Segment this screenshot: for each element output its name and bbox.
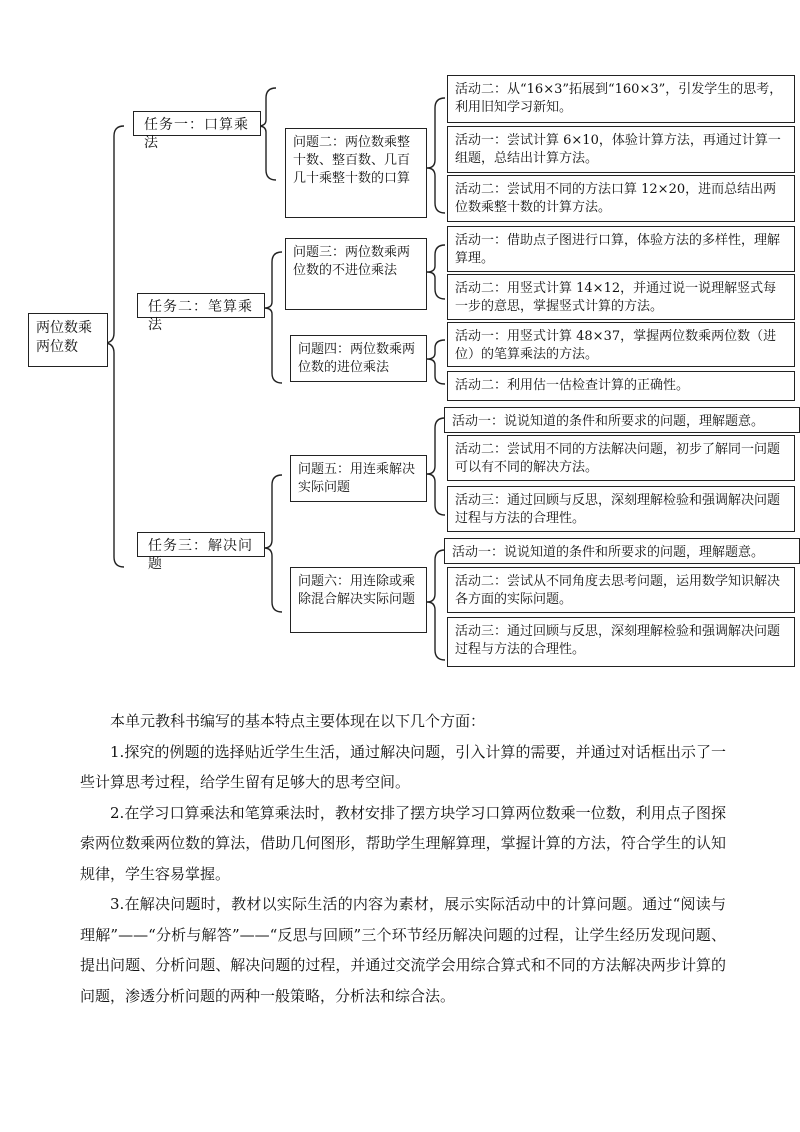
problem-4: 问题四：两位数乘两位数的进位乘法 [290,335,427,382]
bracket-task2 [264,252,282,383]
task-2: 任务二：笔算乘法 [137,293,265,318]
activity-p3-a2: 活动二：用竖式计算 14×12，并通过说一说理解竖式每一步的意思，掌握竖式计算的方法。 [447,274,795,320]
activity-p5-a1: 活动一：说说知道的条件和所要求的问题，理解题意。 [444,407,800,433]
activity-p4-a1: 活动一：用竖式计算 48×37，掌握两位数乘两位数（进位）的笔算乘法的方法。 [447,322,795,367]
paragraph-3: 3.在解决问题时，教材以实际生活的内容为素材，展示实际活动中的计算问题。通过“阅读与理解”——“分析与解答”——“反思与回顾”三个环节经历解决问题的过程，让学生经历发现问题、提出问题、分析问题、解决问题的过程，并通过交流学会用综合算式和不同的方法解决两步计算的问题，渗透分析问题的两种一般策略，分析法和综合法。 [80,895,726,1005]
activity-p6-a3: 活动三：通过回顾与反思，深刻理解检验和强调解决问题过程与方法的合理性。 [447,617,795,667]
task-3: 任务三：解决问题 [137,532,265,557]
activity-p3-a1: 活动一：借助点子图进行口算，体验方法的多样性，理解算理。 [447,226,795,272]
activity-p2-a1: 活动一：尝试计算 6×10，体验计算方法，再通过计算一组题，总结出计算方法。 [447,126,795,173]
problem-2: 问题二：两位数乘整十数、整百数、几百几十乘整十数的口算 [285,128,427,218]
root-node: 两位数乘两位数 [28,313,108,367]
problem-3: 问题三：两位数乘两位数的不进位乘法 [285,238,427,310]
bracket-problem5 [427,418,445,515]
activity-p5-a3: 活动三：通过回顾与反思，深刻理解检验和强调解决问题过程与方法的合理性。 [447,486,795,532]
bracket-problem6 [427,550,445,660]
paragraph-2: 2.在学习口算乘法和笔算乘法时，教材安排了摆方块学习口算两位数乘一位数，利用点子图探索两位数乘两位数的算法，借助几何图形，帮助学生理解算理，掌握计算的方法，符合学生的认知规律，学生容易掌握。 [80,803,726,883]
problem-6: 问题六：用连除或乘除混合解决实际问题 [290,567,427,633]
bracket-problem3 [427,245,445,299]
activity-p2-a2: 活动二：尝试用不同的方法口算 12×20，进而总结出两位数乘整十数的计算方法。 [447,175,795,222]
body-text [80,706,726,1011]
bracket-problem4 [427,340,445,384]
activity-p6-a2: 活动二：尝试从不同角度去思考问题，运用数学知识解决各方面的实际问题。 [447,567,795,613]
activity-p5-a2: 活动二：尝试用不同的方法解决问题，初步了解同一问题可以有不同的解决方法。 [447,435,795,481]
task-1: 任务一：口算乘法 [133,111,261,136]
intro-paragraph: 本单元教科书编写的基本特点主要体现在以下几个方面： [110,712,486,730]
bracket-problem2 [427,98,445,213]
problem-5: 问题五：用连乘解决实际问题 [290,455,427,502]
activity-p4-a2: 活动二：利用估一估检查计算的正确性。 [447,371,795,401]
bracket-task3 [264,475,282,612]
activity-p6-a1: 活动一：说说知道的条件和所要求的问题，理解题意。 [444,538,800,564]
paragraph-1: 1.探究的例题的选择贴近学生生活，通过解决问题，引入计算的需要，并通过对话框出示了一些计算思考过程，给学生留有足够大的思考空间。 [80,742,726,791]
activity-p2-a2-top: 活动二：从“16×3”拓展到“160×3”，引发学生的思考，利用旧知学习新知。 [447,75,795,123]
